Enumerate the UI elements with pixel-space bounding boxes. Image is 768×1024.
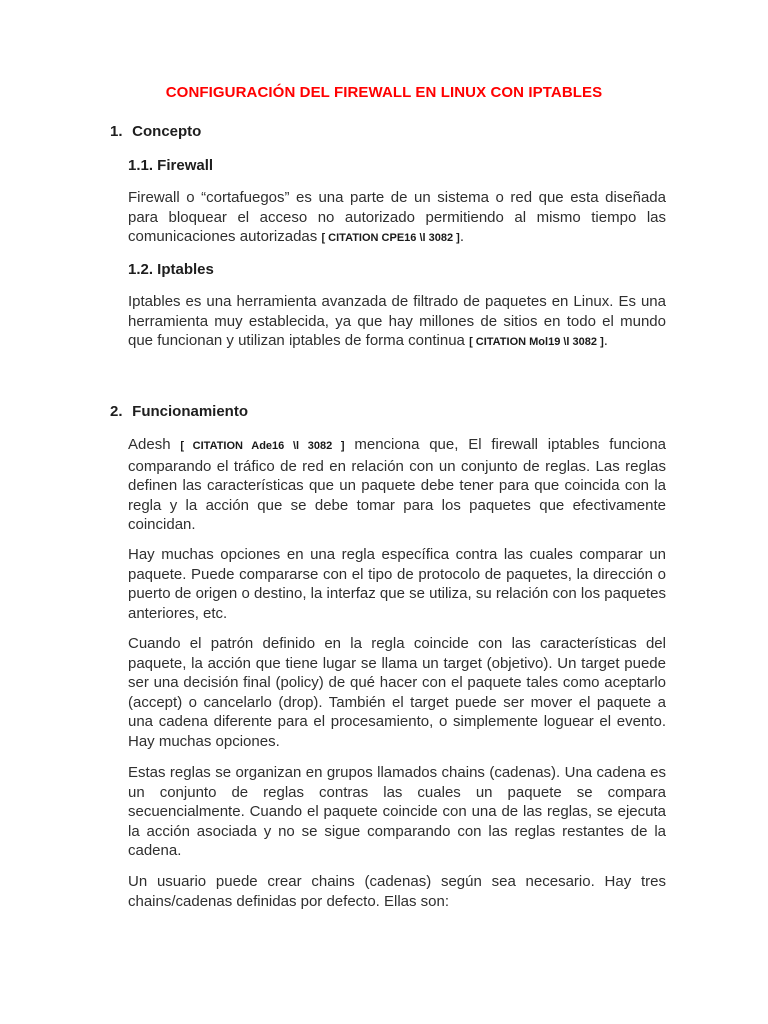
section-1-heading [110, 123, 201, 140]
paragraph-text: Hay muchas opciones en una regla específica contra las cuales comparar un paquete. Puede compararse con el tipo de protocolo de paquetes, la dirección o puerto de origen o destino, la interfaz que se utiliza, su relación con los paquetes anteriores, etc. [128, 546, 666, 622]
paragraph-funcionamiento-2 [128, 545, 666, 623]
paragraph-funcionamiento-4 [128, 763, 666, 861]
section-2-number: 2. [110, 403, 123, 420]
document-title: CONFIGURACIÓN DEL FIREWALL EN LINUX CON IPTABLES [165, 84, 603, 101]
section-2-title: Funcionamiento [132, 403, 249, 420]
paragraph-text: Iptables es una herramienta avanzada de filtrado de paquetes en Linux. Es una herramienta muy establecida, ya que hay millones de sitios en todo el mundo que funcionan y utilizan iptables de forma continua [128, 293, 666, 350]
paragraph-text: Adesh [128, 436, 181, 453]
citation-marker: [ CITATION Mol19 \l 3082 ] [469, 336, 604, 349]
paragraph-text: . [459, 228, 464, 246]
citation-marker: [ CITATION CPE16 \l 3082 ] [321, 232, 460, 245]
subsection-1-2-heading: 1.2. Iptables [128, 261, 214, 278]
paragraph-text: . [603, 332, 608, 350]
paragraph-text: menciona que, El firewall iptables funciona comparando el tráfico de red en relación con un conjunto de reglas. Las reglas definen las características que un paquete debe tener para que coincida con la regla y la acción que se debe tomar para los paquetes que efectivamente coincidan. [128, 436, 667, 534]
paragraph-firewall [128, 188, 666, 249]
section-1-title: Concepto [132, 123, 202, 140]
paragraph-text: Firewall o “cortafuegos” es una parte de un sistema o red que esta diseñada para bloquear el acceso no autorizado permitiendo al mismo tiempo las comunicaciones autorizadas [128, 189, 666, 246]
section-1-number: 1. [110, 123, 123, 140]
paragraph-funcionamiento-1 [128, 435, 666, 535]
paragraph-funcionamiento-3 [128, 634, 666, 752]
citation-marker: [ CITATION Ade16 \l 3082 ] [180, 440, 345, 452]
subsection-1-1-heading: 1.1. Firewall [128, 157, 214, 174]
paragraph-iptables [128, 292, 666, 353]
paragraph-funcionamiento-5 [128, 872, 666, 911]
paragraph-text: Estas reglas se organizan en grupos llamados chains (cadenas). Una cadena es un conjunto de reglas contras las cuales un paquete se compara secuencialmente. Cuando el paquete coincide con una de las reglas, se ejecuta la acción asociada y no se sigue comparando con las reglas restantes de la cadena. [128, 764, 666, 860]
section-2-heading [110, 403, 248, 420]
paragraph-text: Cuando el patrón definido en la regla coincide con las características del paquete, la acción que tiene lugar se llama un target (objetivo). Un target puede ser una decisión final (policy) de qué hacer con el paquete tales como aceptarlo (accept) o cancelarlo (drop). También el target puede ser mover el paquete a una cadena diferente para el procesamiento, o simplemente loguear el evento. Hay muchas opciones. [128, 635, 666, 750]
paragraph-text: Un usuario puede crear chains (cadenas) según sea necesario. Hay tres chains/cadenas definidas por defecto. Ellas son: [128, 873, 666, 910]
